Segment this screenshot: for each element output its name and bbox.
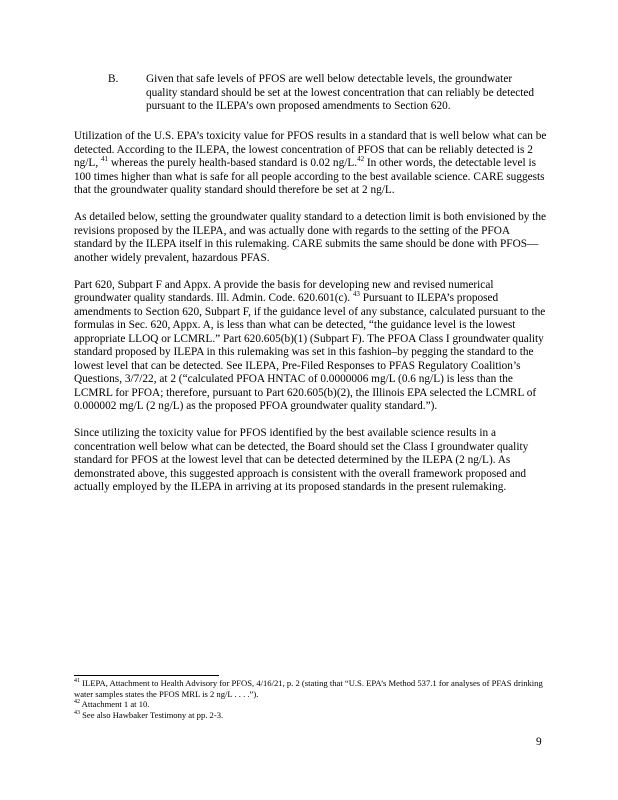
section-heading-text: Given that safe levels of PFOS are well below detectable levels, the groundwater quality standard should be set at the lowest concentration that can reliably be detected pursuant to the ILEPA’s own proposed amendments to Section 620. (146, 73, 535, 112)
footnote-divider (74, 675, 219, 676)
footnote (74, 678, 548, 699)
paragraph-1 (74, 130, 548, 198)
paragraph-1-part-c: In other words, the detectable level is 100 times higher than what is safe for all people according to the best available science. CARE suggests that the groundwater quality standard should therefore be set at 2 ng/L. (74, 157, 545, 196)
footnote-ref-41: 41 (101, 155, 108, 164)
paragraph-1-part-b: whereas the purely health-based standard is 0.02 ng/L. (108, 157, 358, 169)
footnote-ref-42: 42 (357, 155, 365, 164)
footnotes (74, 678, 548, 720)
footnote-number: 43 (74, 709, 80, 716)
footnote-text: See also Hawbaker Testimony at pp. 2-3. (80, 709, 224, 720)
paragraph-2: As detailed below, setting the groundwater quality standard to a detection limit is both envisioned by the revisions proposed by the ILEPA, and was actually done with regards to the setting of the PFOA standard by the ILEPA itself in this rulemaking. CARE submits the same should be done with PFOS—another widely prevalent, hazardous PFAS. (74, 211, 547, 264)
footnote (74, 710, 548, 721)
footnote-text: Attachment 1 at 10. (80, 699, 150, 710)
footnote-number: 41 (74, 678, 80, 685)
footnote (74, 699, 548, 710)
paragraph-3-part-b: Pursuant to ILEPA’s proposed amendments to Section 620, Subpart F, if the guidance level of any substance, calculated pursuant to the formulas in Sec. 620, Appx. A, is less than what can be detected, “the guidance level is the lowest appropriate LLOQ or LCMRL.” Part 620.605(b)(1) (Subpart F). The PFOA Class I groundwater quality standard proposed by ILEPA in this rulemaking was set in this fashion–by pegging the standard to the lowest level that can be detected. See ILEPA, Pre-Filed Responses to PFAS Regulatory Coalition’s Questions, 3/7/22, at 2 (“calculated PFOA HNTAC of 0.0000006 mg/L (0.6 ng/L) is less than the LCMRL for PFOA; therefore, pursuant to Part 620.605(b)(2), the Illinois EPA selected the LCMRL of 0.000002 mg/L (2 ng/L) as the proposed PFOA groundwater quality standard.”). (74, 292, 546, 412)
paragraph-4: Since utilizing the toxicity value for PFOS identified by the best available science results in a concentration well below what can be detected, the Board should set the Class I groundwater quality standard for PFOS at the lowest level that can be detected determined by the ILEPA (2 ng/L). As demonstrated above, this suggested approach is consistent with the overall framework proposed and actually employed by the ILEPA in arriving at its proposed standards in the present rulemaking. (74, 427, 529, 493)
paragraph-3-part-a: Part 620, Subpart F and Appx. A provide the basis for developing new and revised numerical groundwater quality standards. Ill. Admin. Code. 620.601(c). (74, 278, 494, 304)
footnote-text: ILEPA, Attachment to Health Advisory for PFOS, 4/16/21, p. 2 (stating that “U.S. EPA’s Method 537.1 for analyses of PFAS drinking water samples states the PFOS MRL is 2 ng/L . . . .”). (74, 678, 543, 699)
footnote-number: 42 (74, 699, 80, 706)
footnote-ref-43: 43 (352, 290, 360, 299)
paragraph-1-part-a: Utilization of the U.S. EPA’s toxicity value for PFOS results in a standard that is well below what can be detected. According to the ILEPA, the lowest concentration of PFOS that can be reliably detected is 2 ng/L, (74, 130, 547, 169)
section-heading (108, 73, 536, 114)
paragraph-3 (74, 279, 548, 414)
page-number: 9 (536, 736, 542, 748)
body-text (74, 130, 548, 508)
section-letter: B. (108, 73, 119, 85)
